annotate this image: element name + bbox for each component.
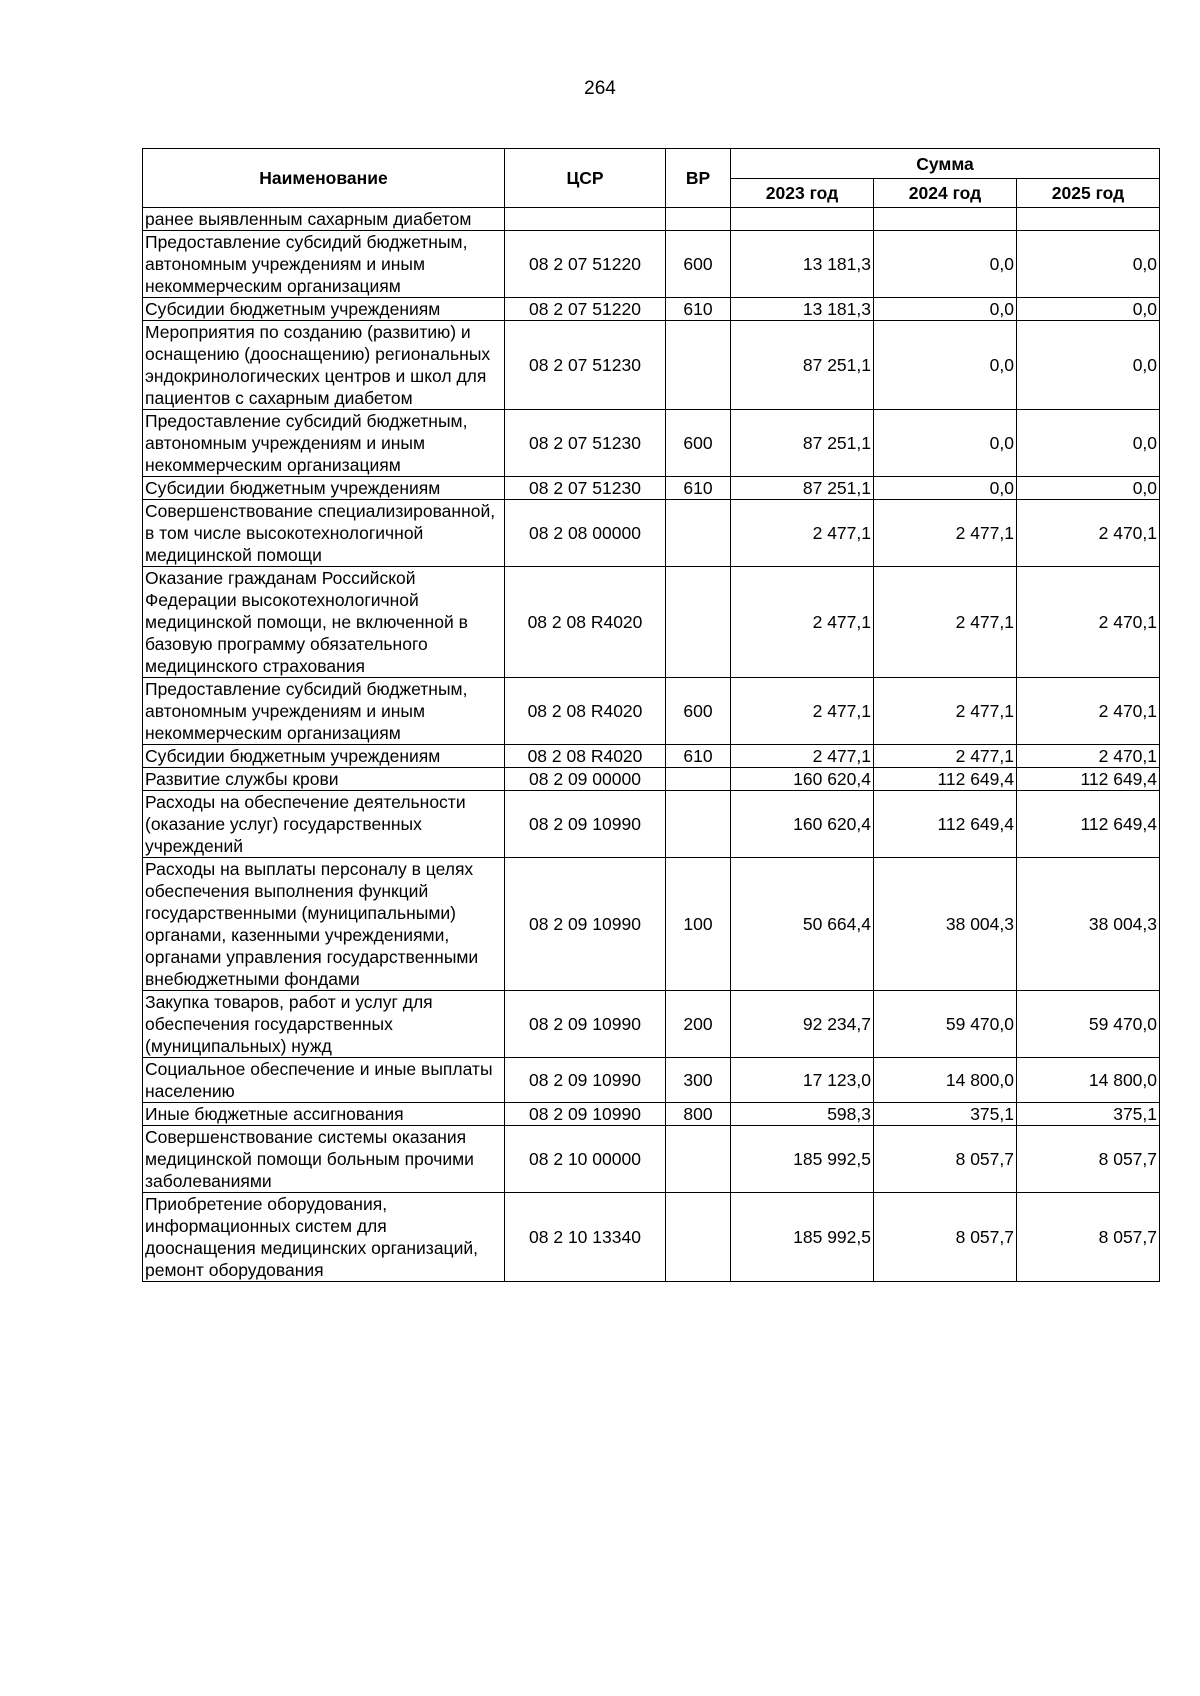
row-csr: 08 2 10 13340 — [505, 1193, 666, 1282]
row-name: Расходы на выплаты персоналу в целях обеспечения выполнения функций государственными (муниципальными) органами, казенными учреждениями, органами управления государственными внебюджетными фондами — [143, 858, 505, 991]
row-sum-2023: 185 992,5 — [731, 1126, 874, 1193]
row-name: Субсидии бюджетным учреждениям — [143, 477, 505, 500]
row-vr — [666, 791, 731, 858]
row-name: Оказание гражданам Российской Федерации высокотехнологичной медицинской помощи, не включенной в базовую программу обязательного медицинского страхования — [143, 567, 505, 678]
row-name: Социальное обеспечение и иные выплаты населению — [143, 1058, 505, 1103]
row-name: Развитие службы крови — [143, 768, 505, 791]
row-csr: 08 2 09 10990 — [505, 858, 666, 991]
header-vr: ВР — [666, 149, 731, 208]
table-row — [143, 791, 1160, 858]
row-csr — [505, 208, 666, 231]
row-sum-2024: 2 477,1 — [874, 678, 1017, 745]
row-csr: 08 2 09 10990 — [505, 1103, 666, 1126]
table-row — [143, 991, 1160, 1058]
row-sum-2024: 8 057,7 — [874, 1126, 1017, 1193]
table-row — [143, 768, 1160, 791]
table-body — [143, 208, 1160, 1282]
table-row — [143, 1103, 1160, 1126]
row-csr: 08 2 07 51220 — [505, 231, 666, 298]
budget-table — [142, 148, 1160, 1282]
row-sum-2025: 112 649,4 — [1017, 791, 1160, 858]
row-sum-2024: 2 477,1 — [874, 567, 1017, 678]
row-vr — [666, 500, 731, 567]
row-sum-2024 — [874, 208, 1017, 231]
row-vr: 200 — [666, 991, 731, 1058]
row-sum-2025: 38 004,3 — [1017, 858, 1160, 991]
row-sum-2025: 2 470,1 — [1017, 678, 1160, 745]
row-vr: 300 — [666, 1058, 731, 1103]
table-row — [143, 1126, 1160, 1193]
row-csr: 08 2 08 R4020 — [505, 745, 666, 768]
row-sum-2023: 50 664,4 — [731, 858, 874, 991]
row-sum-2024: 2 477,1 — [874, 500, 1017, 567]
row-sum-2023: 2 477,1 — [731, 500, 874, 567]
row-vr: 800 — [666, 1103, 731, 1126]
row-name: Совершенствование специализированной, в том числе высокотехнологичной медицинской помощи — [143, 500, 505, 567]
row-sum-2023: 17 123,0 — [731, 1058, 874, 1103]
row-sum-2025: 8 057,7 — [1017, 1126, 1160, 1193]
row-vr — [666, 1126, 731, 1193]
row-sum-2025: 0,0 — [1017, 410, 1160, 477]
row-sum-2024: 0,0 — [874, 410, 1017, 477]
row-sum-2025: 2 470,1 — [1017, 567, 1160, 678]
row-sum-2024: 59 470,0 — [874, 991, 1017, 1058]
row-sum-2023: 13 181,3 — [731, 231, 874, 298]
row-name: ранее выявленным сахарным диабетом — [143, 208, 505, 231]
row-sum-2025: 59 470,0 — [1017, 991, 1160, 1058]
row-vr: 600 — [666, 678, 731, 745]
table-row — [143, 477, 1160, 500]
row-csr: 08 2 09 10990 — [505, 1058, 666, 1103]
table-row — [143, 410, 1160, 477]
row-csr: 08 2 07 51230 — [505, 410, 666, 477]
row-sum-2023: 13 181,3 — [731, 298, 874, 321]
row-csr: 08 2 09 10990 — [505, 791, 666, 858]
row-csr: 08 2 08 00000 — [505, 500, 666, 567]
row-sum-2025 — [1017, 208, 1160, 231]
row-vr — [666, 208, 731, 231]
row-sum-2024: 112 649,4 — [874, 791, 1017, 858]
row-name: Совершенствование системы оказания медицинской помощи больным прочими заболеваниями — [143, 1126, 505, 1193]
row-name: Закупка товаров, работ и услуг для обеспечения государственных (муниципальных) нужд — [143, 991, 505, 1058]
row-sum-2025: 0,0 — [1017, 298, 1160, 321]
table-row — [143, 321, 1160, 410]
row-vr — [666, 321, 731, 410]
row-sum-2025: 112 649,4 — [1017, 768, 1160, 791]
row-name: Субсидии бюджетным учреждениям — [143, 745, 505, 768]
row-csr: 08 2 07 51220 — [505, 298, 666, 321]
row-vr: 610 — [666, 745, 731, 768]
table-row — [143, 231, 1160, 298]
row-sum-2025: 0,0 — [1017, 321, 1160, 410]
row-vr — [666, 1193, 731, 1282]
row-csr: 08 2 10 00000 — [505, 1126, 666, 1193]
row-name: Предоставление субсидий бюджетным, автономным учреждениям и иным некоммерческим организациям — [143, 231, 505, 298]
row-sum-2025: 375,1 — [1017, 1103, 1160, 1126]
row-sum-2024: 2 477,1 — [874, 745, 1017, 768]
header-year-2024: 2024 год — [874, 179, 1017, 208]
header-name: Наименование — [143, 149, 505, 208]
row-sum-2025: 0,0 — [1017, 231, 1160, 298]
header-csr: ЦСР — [505, 149, 666, 208]
row-sum-2023: 87 251,1 — [731, 477, 874, 500]
row-sum-2023 — [731, 208, 874, 231]
row-vr: 600 — [666, 231, 731, 298]
row-csr: 08 2 08 R4020 — [505, 678, 666, 745]
row-sum-2024: 0,0 — [874, 477, 1017, 500]
row-csr: 08 2 09 00000 — [505, 768, 666, 791]
table-row — [143, 208, 1160, 231]
row-name: Расходы на обеспечение деятельности (оказание услуг) государственных учреждений — [143, 791, 505, 858]
row-sum-2025: 2 470,1 — [1017, 500, 1160, 567]
table-row — [143, 745, 1160, 768]
row-sum-2023: 2 477,1 — [731, 567, 874, 678]
row-sum-2024: 0,0 — [874, 321, 1017, 410]
row-name: Приобретение оборудования, информационных систем для дооснащения медицинских организаций, ремонт оборудования — [143, 1193, 505, 1282]
table-row — [143, 1193, 1160, 1282]
table-row — [143, 298, 1160, 321]
row-name: Субсидии бюджетным учреждениям — [143, 298, 505, 321]
row-vr — [666, 768, 731, 791]
row-sum-2025: 8 057,7 — [1017, 1193, 1160, 1282]
row-csr: 08 2 08 R4020 — [505, 567, 666, 678]
table-row — [143, 500, 1160, 567]
table-row — [143, 567, 1160, 678]
row-sum-2024: 112 649,4 — [874, 768, 1017, 791]
row-name: Иные бюджетные ассигнования — [143, 1103, 505, 1126]
row-vr: 600 — [666, 410, 731, 477]
table-row — [143, 678, 1160, 745]
row-sum-2023: 160 620,4 — [731, 791, 874, 858]
row-sum-2024: 0,0 — [874, 298, 1017, 321]
row-sum-2024: 8 057,7 — [874, 1193, 1017, 1282]
row-sum-2025: 2 470,1 — [1017, 745, 1160, 768]
row-vr: 610 — [666, 477, 731, 500]
table-row — [143, 1058, 1160, 1103]
row-vr — [666, 567, 731, 678]
row-sum-2023: 92 234,7 — [731, 991, 874, 1058]
row-name: Предоставление субсидий бюджетным, автономным учреждениям и иным некоммерческим организациям — [143, 410, 505, 477]
row-vr: 100 — [666, 858, 731, 991]
row-sum-2024: 0,0 — [874, 231, 1017, 298]
row-name: Мероприятия по созданию (развитию) и оснащению (дооснащению) региональных эндокринологических центров и школ для пациентов с сахарным диабетом — [143, 321, 505, 410]
row-sum-2023: 160 620,4 — [731, 768, 874, 791]
row-sum-2023: 598,3 — [731, 1103, 874, 1126]
row-sum-2024: 375,1 — [874, 1103, 1017, 1126]
row-sum-2023: 2 477,1 — [731, 678, 874, 745]
row-sum-2023: 185 992,5 — [731, 1193, 874, 1282]
row-csr: 08 2 07 51230 — [505, 321, 666, 410]
header-sum: Сумма — [731, 149, 1160, 179]
row-sum-2025: 0,0 — [1017, 477, 1160, 500]
row-vr: 610 — [666, 298, 731, 321]
row-csr: 08 2 09 10990 — [505, 991, 666, 1058]
row-name: Предоставление субсидий бюджетным, автономным учреждениям и иным некоммерческим организациям — [143, 678, 505, 745]
row-csr: 08 2 07 51230 — [505, 477, 666, 500]
table-row — [143, 858, 1160, 991]
row-sum-2025: 14 800,0 — [1017, 1058, 1160, 1103]
row-sum-2024: 38 004,3 — [874, 858, 1017, 991]
row-sum-2024: 14 800,0 — [874, 1058, 1017, 1103]
row-sum-2023: 2 477,1 — [731, 745, 874, 768]
page-number: 264 — [584, 78, 616, 99]
header-year-2025: 2025 год — [1017, 179, 1160, 208]
header-year-2023: 2023 год — [731, 179, 874, 208]
row-sum-2023: 87 251,1 — [731, 410, 874, 477]
row-sum-2023: 87 251,1 — [731, 321, 874, 410]
